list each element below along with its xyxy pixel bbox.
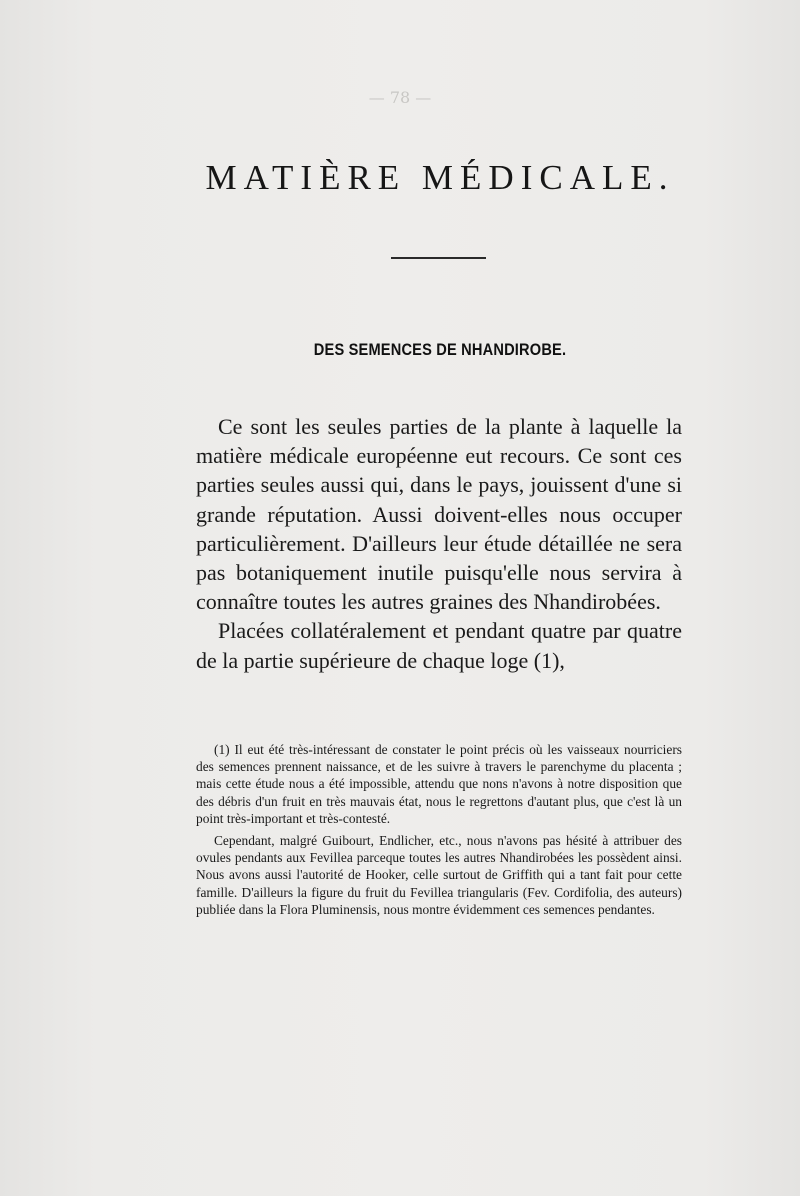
page-number: — 78 —: [368, 88, 432, 107]
footnotes: [196, 741, 682, 918]
footnote: Cependant, malgré Guibourt, Endlicher, etc., nous n'avons pas hésité à attribuer des ovules pendants aux Fevillea parceque toutes les autres Nhandirobées les possèdent ainsi. Nous avons aussi l'autorité de Hooker, celle surtout de Griffith qui a tant fait pour cette famille. D'ailleurs la figure du fruit du Fevillea triangularis (Fev. Cordifolia, des auteurs) publiée dans la Flora Pluminensis, nous montre évidemment ces semences pendantes.: [196, 833, 682, 917]
paragraph: Placées collatéralement et pendant quatre par quatre de la partie supérieure de chaque loge (1),: [196, 618, 682, 673]
title-divider: [391, 257, 486, 259]
body-text: [196, 412, 682, 675]
section-heading: DES SEMENCES DE NHANDIROBE.: [313, 340, 567, 359]
paragraph: Ce sont les seules parties de la plante à laquelle la matière médicale européenne eut recours. Ce sont ces parties seules aussi qui, dans le pays, jouissent d'une si grande réputation. Aussi doivent-elles nous occuper particulièrement. D'ailleurs leur étude détaillée ne sera pas botaniquement inutile puisqu'elle nous servira à connaître toutes les autres graines des Nhandirobées.: [196, 414, 682, 615]
footnote: (1) Il eut été très-intéressant de constater le point précis où les vaisseaux nourriciers des semences prennent naissance, et de les suivre à travers le parenchyme du placenta ; mais cette étude nous a été impossible, attendu que nons n'avons à notre disposition que des débris d'un fruit en très mauvais état, nous le regrettons d'autant plus, que c'est là un point très-important et très-contesté.: [196, 742, 682, 826]
page-title: MATIÈRE MÉDICALE.: [205, 158, 675, 197]
